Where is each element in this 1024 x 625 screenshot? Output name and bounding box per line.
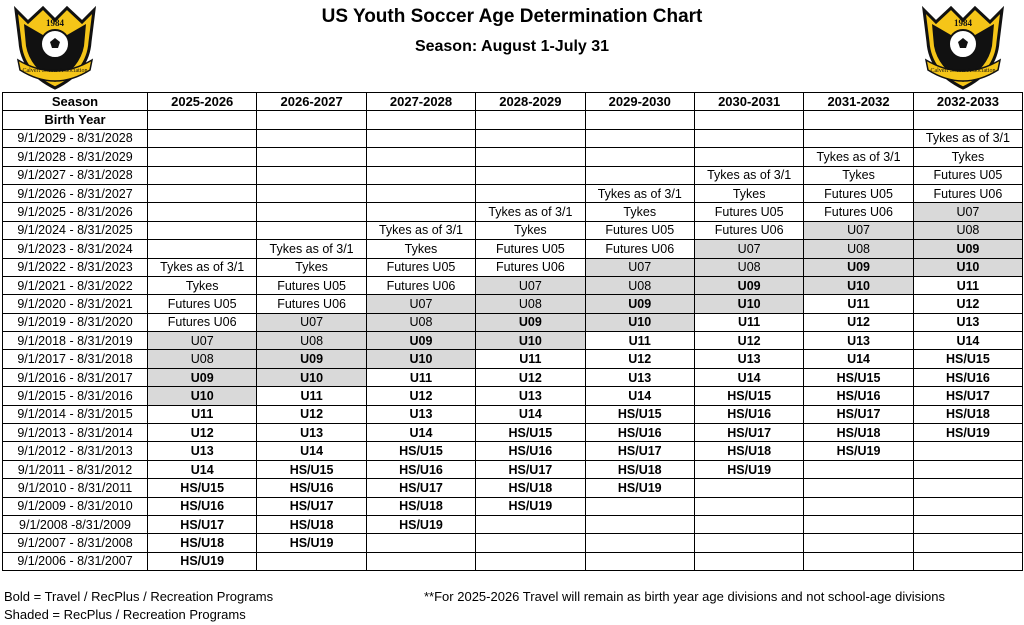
logo-year-text: 1984	[954, 18, 972, 28]
age-group-cell: U08	[694, 258, 803, 276]
birth-range-label: 9/1/2011 - 8/31/2012	[3, 460, 148, 478]
age-group-cell: HS/U15	[913, 350, 1022, 368]
empty-cell	[148, 184, 257, 202]
age-group-cell: HS/U15	[366, 442, 475, 460]
empty-cell	[913, 534, 1022, 552]
empty-cell	[366, 129, 475, 147]
birth-range-label: 9/1/2009 - 8/31/2010	[3, 497, 148, 515]
age-group-cell: HS/U18	[585, 460, 694, 478]
empty-cell	[476, 184, 585, 202]
empty-cell	[148, 148, 257, 166]
age-group-cell: HS/U15	[694, 387, 803, 405]
empty-cell	[913, 479, 1022, 497]
empty-cell	[366, 148, 475, 166]
table-row	[3, 184, 1023, 202]
table-row	[3, 276, 1023, 294]
age-group-cell: HS/U17	[148, 515, 257, 533]
age-group-cell: U08	[257, 332, 366, 350]
age-group-cell: U14	[804, 350, 913, 368]
birth-range-label: 9/1/2027 - 8/31/2028	[3, 166, 148, 184]
table-row	[3, 203, 1023, 221]
age-group-cell: HS/U16	[476, 442, 585, 460]
table-row	[3, 442, 1023, 460]
season-header: 2027-2028	[366, 93, 475, 111]
empty-cell	[476, 534, 585, 552]
age-group-cell: HS/U19	[476, 497, 585, 515]
age-group-cell: U11	[257, 387, 366, 405]
age-chart-table	[2, 92, 1023, 571]
age-group-cell: U11	[148, 405, 257, 423]
empty-cell	[257, 129, 366, 147]
age-group-cell: U09	[366, 332, 475, 350]
table-row	[3, 387, 1023, 405]
age-group-cell: U12	[366, 387, 475, 405]
age-group-cell: Futures U05	[804, 184, 913, 202]
age-group-cell: Futures U06	[366, 276, 475, 294]
table-row	[3, 552, 1023, 570]
logo-ring-text: Calvert Soccer Association	[930, 68, 996, 74]
age-group-cell: HS/U18	[476, 479, 585, 497]
birth-range-label: 9/1/2016 - 8/31/2017	[3, 368, 148, 386]
season-header: 2031-2032	[804, 93, 913, 111]
empty-cell	[804, 515, 913, 533]
birth-range-label: 9/1/2024 - 8/31/2025	[3, 221, 148, 239]
empty-cell	[585, 148, 694, 166]
empty-cell	[913, 515, 1022, 533]
age-group-cell: HS/U18	[804, 424, 913, 442]
age-group-cell: U09	[257, 350, 366, 368]
birth-range-label: 9/1/2021 - 8/31/2022	[3, 276, 148, 294]
age-group-cell: U13	[366, 405, 475, 423]
age-group-cell: U08	[804, 240, 913, 258]
empty-cell	[804, 497, 913, 515]
empty-cell	[476, 148, 585, 166]
table-row	[3, 368, 1023, 386]
age-group-cell: Futures U06	[476, 258, 585, 276]
table-row	[3, 332, 1023, 350]
age-group-cell: Futures U05	[476, 240, 585, 258]
birth-range-label: 9/1/2007 - 8/31/2008	[3, 534, 148, 552]
age-group-cell: U11	[366, 368, 475, 386]
empty-cell	[148, 203, 257, 221]
empty-cell	[366, 203, 475, 221]
table-row	[3, 313, 1023, 331]
age-group-cell: U13	[913, 313, 1022, 331]
season-header: 2028-2029	[476, 93, 585, 111]
age-group-cell: HS/U16	[366, 460, 475, 478]
table-row	[3, 515, 1023, 533]
table-body	[3, 129, 1023, 570]
empty-cell	[476, 515, 585, 533]
age-group-cell: U10	[148, 387, 257, 405]
page-title: US Youth Soccer Age Determination Chart	[321, 6, 703, 27]
age-group-cell: U10	[694, 295, 803, 313]
age-group-cell: HS/U19	[257, 534, 366, 552]
age-group-cell: HS/U17	[913, 387, 1022, 405]
age-group-cell: HS/U17	[694, 424, 803, 442]
age-group-cell: U09	[148, 368, 257, 386]
empty-cell	[585, 552, 694, 570]
age-group-cell: HS/U16	[148, 497, 257, 515]
age-group-cell: HS/U15	[257, 460, 366, 478]
empty-cell	[366, 111, 475, 129]
empty-cell	[804, 552, 913, 570]
age-group-cell: U14	[257, 442, 366, 460]
empty-cell	[585, 111, 694, 129]
table-header	[3, 93, 1023, 130]
age-group-cell: HS/U17	[366, 479, 475, 497]
age-group-cell: HS/U16	[694, 405, 803, 423]
birth-range-label: 9/1/2008 -8/31/2009	[3, 515, 148, 533]
birth-range-label: 9/1/2006 - 8/31/2007	[3, 552, 148, 570]
season-header: 2030-2031	[694, 93, 803, 111]
age-group-cell: Tykes as of 3/1	[913, 129, 1022, 147]
table-row	[3, 258, 1023, 276]
birth-range-label: 9/1/2026 - 8/31/2027	[3, 184, 148, 202]
empty-cell	[366, 166, 475, 184]
empty-cell	[694, 479, 803, 497]
age-group-cell: U10	[257, 368, 366, 386]
age-group-cell: U10	[804, 276, 913, 294]
empty-cell	[585, 129, 694, 147]
empty-cell	[913, 552, 1022, 570]
age-group-cell: U08	[913, 221, 1022, 239]
empty-cell	[694, 111, 803, 129]
age-group-cell: HS/U18	[257, 515, 366, 533]
table-row	[3, 405, 1023, 423]
age-group-cell: U11	[476, 350, 585, 368]
empty-cell	[585, 497, 694, 515]
age-group-cell: U11	[694, 313, 803, 331]
table-row	[3, 129, 1023, 147]
age-group-cell: HS/U19	[366, 515, 475, 533]
season-header: 2029-2030	[585, 93, 694, 111]
empty-cell	[148, 129, 257, 147]
age-group-cell: Futures U06	[913, 184, 1022, 202]
empty-cell	[148, 240, 257, 258]
age-group-cell: Tykes	[366, 240, 475, 258]
season-header-row	[3, 93, 1023, 111]
age-group-cell: U13	[804, 332, 913, 350]
empty-cell	[913, 111, 1022, 129]
empty-cell	[148, 166, 257, 184]
birth-year-label: Birth Year	[3, 111, 148, 129]
empty-cell	[804, 479, 913, 497]
age-group-cell: Tykes as of 3/1	[694, 166, 803, 184]
birth-range-label: 9/1/2010 - 8/31/2011	[3, 479, 148, 497]
empty-cell	[476, 129, 585, 147]
age-group-cell: Tykes	[585, 203, 694, 221]
age-group-cell: HS/U18	[913, 405, 1022, 423]
logo-year-text: 1984	[46, 18, 64, 28]
age-group-cell: U07	[694, 240, 803, 258]
age-group-cell: U14	[366, 424, 475, 442]
age-group-cell: Tykes	[913, 148, 1022, 166]
age-group-cell: U07	[257, 313, 366, 331]
age-group-cell: Futures U06	[257, 295, 366, 313]
age-group-cell: Futures U06	[585, 240, 694, 258]
age-group-cell: HS/U16	[585, 424, 694, 442]
empty-cell	[913, 442, 1022, 460]
age-group-cell: U13	[148, 442, 257, 460]
table-row	[3, 148, 1023, 166]
age-group-cell: HS/U16	[804, 387, 913, 405]
age-group-cell: U14	[913, 332, 1022, 350]
table-row	[3, 497, 1023, 515]
age-group-cell: HS/U17	[804, 405, 913, 423]
birth-range-label: 9/1/2020 - 8/31/2021	[3, 295, 148, 313]
birth-range-label: 9/1/2028 - 8/31/2029	[3, 148, 148, 166]
empty-cell	[257, 111, 366, 129]
age-group-cell: U13	[585, 368, 694, 386]
age-group-cell: U14	[694, 368, 803, 386]
age-group-cell: U10	[585, 313, 694, 331]
age-group-cell: HS/U19	[804, 442, 913, 460]
age-group-cell: Tykes	[694, 184, 803, 202]
age-group-cell: U08	[476, 295, 585, 313]
age-group-cell: U12	[694, 332, 803, 350]
empty-cell	[257, 184, 366, 202]
empty-cell	[257, 221, 366, 239]
logo-ring-text: Calvert Soccer Association	[22, 68, 88, 74]
age-group-cell: U12	[476, 368, 585, 386]
age-group-cell: U09	[694, 276, 803, 294]
age-group-cell: HS/U19	[913, 424, 1022, 442]
age-group-cell: U11	[585, 332, 694, 350]
age-group-cell: HS/U15	[804, 368, 913, 386]
age-group-cell: Futures U05	[913, 166, 1022, 184]
age-group-cell: U09	[585, 295, 694, 313]
age-group-cell: U12	[913, 295, 1022, 313]
age-group-cell: Futures U06	[804, 203, 913, 221]
age-group-cell: U10	[366, 350, 475, 368]
table-row	[3, 534, 1023, 552]
season-label: Season	[3, 93, 148, 111]
age-group-cell: U07	[913, 203, 1022, 221]
page-subtitle: Season: August 1-July 31	[414, 38, 610, 55]
age-group-cell: U10	[476, 332, 585, 350]
birth-range-label: 9/1/2013 - 8/31/2014	[3, 424, 148, 442]
birth-range-label: 9/1/2017 - 8/31/2018	[3, 350, 148, 368]
age-group-cell: Tykes as of 3/1	[148, 258, 257, 276]
empty-cell	[804, 111, 913, 129]
legend-bold: Bold = Travel / RecPlus / Recreation Programs	[4, 589, 274, 604]
empty-cell	[694, 497, 803, 515]
empty-cell	[476, 552, 585, 570]
birth-range-label: 9/1/2019 - 8/31/2020	[3, 313, 148, 331]
table-row	[3, 424, 1023, 442]
empty-cell	[257, 166, 366, 184]
age-group-cell: HS/U19	[148, 552, 257, 570]
age-group-cell: U12	[257, 405, 366, 423]
age-group-cell: U12	[804, 313, 913, 331]
table-row	[3, 221, 1023, 239]
empty-cell	[585, 534, 694, 552]
legend-shaded: Shaded = RecPlus / Recreation Programs	[4, 607, 246, 622]
age-group-cell: Tykes as of 3/1	[476, 203, 585, 221]
birth-range-label: 9/1/2015 - 8/31/2016	[3, 387, 148, 405]
empty-cell	[913, 497, 1022, 515]
table-row	[3, 350, 1023, 368]
club-logo-left	[8, 2, 102, 92]
empty-cell	[694, 148, 803, 166]
age-group-cell: U13	[476, 387, 585, 405]
empty-cell	[585, 515, 694, 533]
birth-range-label: 9/1/2029 - 8/31/2028	[3, 129, 148, 147]
empty-cell	[913, 460, 1022, 478]
age-group-cell: HS/U18	[148, 534, 257, 552]
age-group-cell: U12	[585, 350, 694, 368]
age-group-cell: HS/U16	[913, 368, 1022, 386]
birth-range-label: 9/1/2012 - 8/31/2013	[3, 442, 148, 460]
season-header: 2026-2027	[257, 93, 366, 111]
age-group-cell: U07	[148, 332, 257, 350]
age-group-cell: Tykes as of 3/1	[257, 240, 366, 258]
age-group-cell: U12	[148, 424, 257, 442]
age-group-cell: Tykes	[476, 221, 585, 239]
age-group-cell: U14	[148, 460, 257, 478]
age-group-cell: U13	[694, 350, 803, 368]
age-group-cell: Futures U05	[694, 203, 803, 221]
age-group-cell: Tykes	[148, 276, 257, 294]
age-group-cell: U09	[476, 313, 585, 331]
age-group-cell: Tykes as of 3/1	[585, 184, 694, 202]
age-group-cell: Tykes	[804, 166, 913, 184]
age-group-cell: Futures U05	[366, 258, 475, 276]
age-group-cell: U07	[585, 258, 694, 276]
birth-range-label: 9/1/2025 - 8/31/2026	[3, 203, 148, 221]
age-group-cell: U08	[148, 350, 257, 368]
age-group-cell: HS/U19	[694, 460, 803, 478]
empty-cell	[366, 184, 475, 202]
empty-cell	[585, 166, 694, 184]
age-group-cell: HS/U18	[694, 442, 803, 460]
birth-range-label: 9/1/2014 - 8/31/2015	[3, 405, 148, 423]
age-group-cell: Futures U06	[148, 313, 257, 331]
table-row	[3, 166, 1023, 184]
empty-cell	[804, 534, 913, 552]
empty-cell	[694, 515, 803, 533]
age-group-cell: Futures U05	[148, 295, 257, 313]
age-group-cell: HS/U15	[148, 479, 257, 497]
age-group-cell: U14	[585, 387, 694, 405]
empty-cell	[804, 460, 913, 478]
empty-cell	[148, 221, 257, 239]
age-group-cell: HS/U15	[476, 424, 585, 442]
age-group-cell: U10	[913, 258, 1022, 276]
empty-cell	[257, 148, 366, 166]
age-group-cell: HS/U19	[585, 479, 694, 497]
age-group-cell: HS/U17	[257, 497, 366, 515]
age-group-cell: U11	[913, 276, 1022, 294]
age-group-cell: U07	[804, 221, 913, 239]
age-group-cell: Tykes as of 3/1	[804, 148, 913, 166]
age-group-cell: U07	[366, 295, 475, 313]
birth-range-label: 9/1/2023 - 8/31/2024	[3, 240, 148, 258]
table-row	[3, 460, 1023, 478]
age-group-cell: Tykes as of 3/1	[366, 221, 475, 239]
age-group-cell: U08	[366, 313, 475, 331]
age-group-cell: Futures U05	[257, 276, 366, 294]
age-group-cell: Futures U06	[694, 221, 803, 239]
age-group-cell: U09	[804, 258, 913, 276]
age-group-cell: U14	[476, 405, 585, 423]
age-group-cell: U08	[585, 276, 694, 294]
age-group-cell: U13	[257, 424, 366, 442]
empty-cell	[366, 552, 475, 570]
age-group-cell: U11	[804, 295, 913, 313]
age-group-cell: U07	[476, 276, 585, 294]
empty-cell	[694, 552, 803, 570]
legend-note: **For 2025-2026 Travel will remain as birth year age divisions and not school-age divisions	[424, 589, 945, 604]
birth-range-label: 9/1/2018 - 8/31/2019	[3, 332, 148, 350]
birth-range-label: 9/1/2022 - 8/31/2023	[3, 258, 148, 276]
table-row	[3, 295, 1023, 313]
age-group-cell: HS/U17	[476, 460, 585, 478]
season-header: 2032-2033	[913, 93, 1022, 111]
age-group-cell: HS/U16	[257, 479, 366, 497]
birth-year-header-row	[3, 111, 1023, 129]
age-group-cell: Futures U05	[585, 221, 694, 239]
age-group-cell: HS/U17	[585, 442, 694, 460]
empty-cell	[148, 111, 257, 129]
season-header: 2025-2026	[148, 93, 257, 111]
empty-cell	[257, 552, 366, 570]
empty-cell	[366, 534, 475, 552]
club-logo-right	[916, 2, 1010, 92]
age-group-cell: HS/U15	[585, 405, 694, 423]
empty-cell	[694, 129, 803, 147]
age-group-cell: U09	[913, 240, 1022, 258]
empty-cell	[257, 203, 366, 221]
empty-cell	[476, 111, 585, 129]
age-group-cell: Tykes	[257, 258, 366, 276]
empty-cell	[476, 166, 585, 184]
empty-cell	[804, 129, 913, 147]
empty-cell	[694, 534, 803, 552]
table-row	[3, 479, 1023, 497]
table-row	[3, 240, 1023, 258]
age-group-cell: HS/U18	[366, 497, 475, 515]
